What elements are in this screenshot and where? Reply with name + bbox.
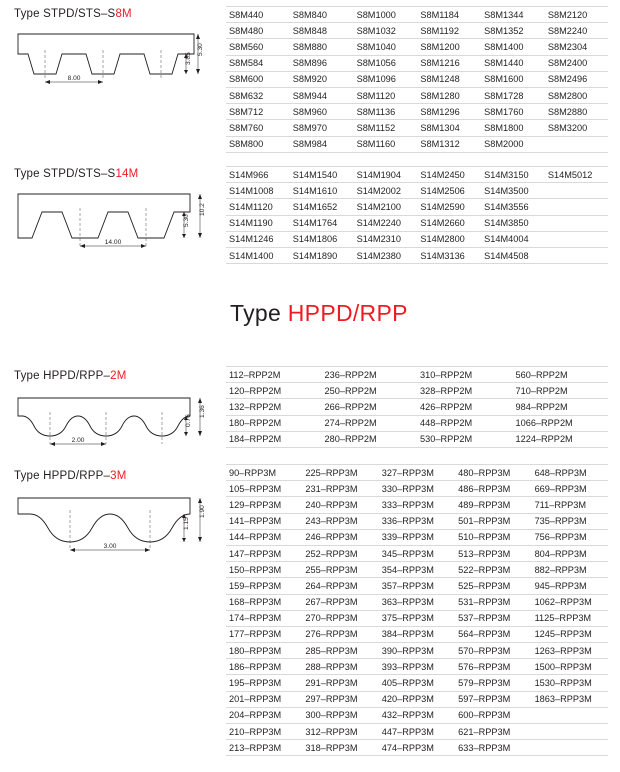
part-number-cell: S8M560	[226, 39, 290, 55]
part-number-cell: S8M2304	[545, 39, 608, 55]
part-number-cell: S14M3150	[481, 167, 545, 183]
dim-tooth-s14m: 5.30	[183, 214, 190, 227]
part-number-cell: S14M1890	[290, 247, 354, 263]
part-number-cell: 432–RPP3M	[379, 707, 455, 723]
part-number-cell: S14M4508	[481, 247, 545, 263]
part-number-cell: S8M848	[290, 23, 354, 39]
part-number-cell: S14M966	[226, 167, 290, 183]
part-number-cell: 1125–RPP3M	[532, 610, 608, 626]
profile-title-prefix: Type HPPD/RPP–	[14, 370, 111, 382]
part-number-cell: S8M896	[290, 55, 354, 71]
table-row	[226, 199, 608, 215]
part-number-cell: 579–RPP3M	[455, 675, 531, 691]
table-row	[226, 415, 608, 431]
part-number-cell: S8M440	[226, 7, 290, 23]
part-number-cell: S14M3136	[417, 247, 481, 263]
part-number-cell: 945–RPP3M	[532, 578, 608, 594]
part-number-cell: 489–RPP3M	[455, 497, 531, 513]
tooth-profile-drawing-s14m	[14, 186, 210, 254]
part-number-cell: S14M2380	[354, 247, 418, 263]
profile-title-prefix: Type HPPD/RPP–	[14, 470, 111, 482]
part-number-cell: 267–RPP3M	[302, 594, 378, 610]
part-number-cell: 274–RPP2M	[322, 415, 418, 431]
tooth-profile-drawing-rpp3m	[14, 488, 210, 556]
table-row	[226, 215, 608, 231]
part-number-cell: S14M1400	[226, 247, 290, 263]
part-number-cell: 330–RPP3M	[379, 481, 455, 497]
table-row	[226, 231, 608, 247]
table-row	[226, 399, 608, 415]
part-number-cell: S8M2120	[545, 7, 608, 23]
dim-pitch-rpp2m: 2.00	[71, 437, 85, 444]
table-body-rpp2m	[226, 367, 608, 448]
part-number-cell: 255–RPP3M	[302, 562, 378, 578]
table-row	[226, 659, 608, 675]
table-row	[226, 136, 608, 152]
dim-tooth-s8m: 3.05	[185, 52, 192, 65]
part-number-cell: 597–RPP3M	[455, 691, 531, 707]
part-number-cell: S14M1764	[290, 215, 354, 231]
part-number-cell: 264–RPP3M	[302, 578, 378, 594]
part-number-cell	[545, 231, 608, 247]
part-number-cell: S14M2002	[354, 183, 418, 199]
page-title-highlight: HPPD/RPP	[287, 300, 408, 326]
part-number-cell: 357–RPP3M	[379, 578, 455, 594]
part-number-cell: S8M1184	[417, 7, 481, 23]
part-number-cell: 525–RPP3M	[455, 578, 531, 594]
part-number-cell: 225–RPP3M	[302, 465, 378, 481]
table-row	[226, 513, 608, 529]
part-number-cell: S8M1248	[417, 71, 481, 87]
part-number-cell: S8M1344	[481, 7, 545, 23]
part-number-cell: S8M1216	[417, 55, 481, 71]
part-number-cell: S8M1760	[481, 104, 545, 120]
part-number-cell: 297–RPP3M	[302, 691, 378, 707]
part-number-cell: 560–RPP2M	[513, 367, 609, 383]
part-number-cell: 243–RPP3M	[302, 513, 378, 529]
part-number-cell: S8M960	[290, 104, 354, 120]
dim-pitch-s8m: 8.00	[67, 75, 81, 82]
part-number-cell	[545, 136, 608, 152]
part-number-cell: 186–RPP3M	[226, 659, 302, 675]
parts-table-s8m	[226, 6, 608, 153]
part-number-cell: 510–RPP3M	[455, 529, 531, 545]
table-rpp2m	[226, 366, 608, 448]
table-row	[226, 120, 608, 136]
part-number-cell: S14M1904	[354, 167, 418, 183]
part-number-cell: S8M970	[290, 120, 354, 136]
part-number-cell: 804–RPP3M	[532, 545, 608, 561]
table-row	[226, 183, 608, 199]
part-number-cell: S8M1400	[481, 39, 545, 55]
table-row	[226, 383, 608, 399]
part-number-cell: 984–RPP2M	[513, 399, 609, 415]
part-number-cell: 537–RPP3M	[455, 610, 531, 626]
part-number-cell: 393–RPP3M	[379, 659, 455, 675]
part-number-cell: 141–RPP3M	[226, 513, 302, 529]
part-number-cell: S14M1190	[226, 215, 290, 231]
part-number-cell: 291–RPP3M	[302, 675, 378, 691]
table-row	[226, 562, 608, 578]
part-number-cell: 1062–RPP3M	[532, 594, 608, 610]
dim-height-rpp3m: 1.90	[199, 505, 206, 518]
tooth-profile-drawing-s8m	[14, 26, 210, 88]
part-number-cell: 112–RPP2M	[226, 367, 322, 383]
profile-title-prefix: Type STPD/STS–S	[14, 8, 116, 20]
part-number-cell: 1500–RPP3M	[532, 659, 608, 675]
part-number-cell: 882–RPP3M	[532, 562, 608, 578]
part-number-cell: 600–RPP3M	[455, 707, 531, 723]
part-number-cell: S8M880	[290, 39, 354, 55]
part-number-cell	[532, 707, 608, 723]
table-row	[226, 481, 608, 497]
part-number-cell: S14M2590	[417, 199, 481, 215]
table-rpp3m	[226, 464, 608, 756]
part-number-cell: S8M1152	[354, 120, 418, 136]
table-row	[226, 610, 608, 626]
part-number-cell: S8M1056	[354, 55, 418, 71]
dim-pitch-rpp3m: 3.00	[103, 543, 117, 550]
table-row	[226, 740, 608, 756]
part-number-cell: S14M1246	[226, 231, 290, 247]
part-number-cell: 363–RPP3M	[379, 594, 455, 610]
part-number-cell: 513–RPP3M	[455, 545, 531, 561]
part-number-cell: 405–RPP3M	[379, 675, 455, 691]
part-number-cell: 310–RPP2M	[417, 367, 513, 383]
parts-table-rpp2m	[226, 366, 608, 448]
profile-title-rpp2m	[14, 370, 210, 382]
part-number-cell: S8M760	[226, 120, 290, 136]
part-number-cell: 354–RPP3M	[379, 562, 455, 578]
part-number-cell: 375–RPP3M	[379, 610, 455, 626]
part-number-cell: S8M632	[226, 87, 290, 103]
table-row	[226, 643, 608, 659]
part-number-cell: S8M920	[290, 71, 354, 87]
part-number-cell: 1245–RPP3M	[532, 626, 608, 642]
profile-title-prefix: Type STPD/STS–S	[14, 168, 116, 180]
page-title-prefix: Type	[230, 300, 288, 326]
part-number-cell: 210–RPP3M	[226, 724, 302, 740]
table-s14m	[226, 166, 608, 264]
table-s8m	[226, 6, 608, 153]
part-number-cell: S14M2506	[417, 183, 481, 199]
part-number-cell: S8M984	[290, 136, 354, 152]
part-number-cell: S8M584	[226, 55, 290, 71]
part-number-cell: S8M1000	[354, 7, 418, 23]
part-number-cell: S8M2400	[545, 55, 608, 71]
part-number-cell: 564–RPP3M	[455, 626, 531, 642]
parts-table-s14m	[226, 166, 608, 264]
page-title-hppd-rpp	[230, 300, 408, 327]
part-number-cell: 204–RPP3M	[226, 707, 302, 723]
part-number-cell: 201–RPP3M	[226, 691, 302, 707]
table-row	[226, 7, 608, 23]
part-number-cell: 195–RPP3M	[226, 675, 302, 691]
table-row	[226, 594, 608, 610]
profile-title-s14m	[14, 168, 210, 180]
part-number-cell: S14M1610	[290, 183, 354, 199]
part-number-cell: S8M480	[226, 23, 290, 39]
part-number-cell: 570–RPP3M	[455, 643, 531, 659]
part-number-cell	[545, 247, 608, 263]
part-number-cell: 1530–RPP3M	[532, 675, 608, 691]
part-number-cell: S14M1652	[290, 199, 354, 215]
part-number-cell	[532, 740, 608, 756]
part-number-cell: 339–RPP3M	[379, 529, 455, 545]
part-number-cell: 177–RPP3M	[226, 626, 302, 642]
part-number-cell: 501–RPP3M	[455, 513, 531, 529]
part-number-cell: S14M2800	[417, 231, 481, 247]
part-number-cell: 159–RPP3M	[226, 578, 302, 594]
part-number-cell: S8M2800	[545, 87, 608, 103]
part-number-cell: 174–RPP3M	[226, 610, 302, 626]
part-number-cell: S14M2100	[354, 199, 418, 215]
part-number-cell: 312–RPP3M	[302, 724, 378, 740]
part-number-cell: S8M3200	[545, 120, 608, 136]
part-number-cell: 1263–RPP3M	[532, 643, 608, 659]
part-number-cell: S8M800	[226, 136, 290, 152]
part-number-cell: 390–RPP3M	[379, 643, 455, 659]
part-number-cell: 147–RPP3M	[226, 545, 302, 561]
part-number-cell: 280–RPP2M	[322, 431, 418, 447]
table-row	[226, 675, 608, 691]
table-row	[226, 691, 608, 707]
part-number-cell: 420–RPP3M	[379, 691, 455, 707]
part-number-cell: 120–RPP2M	[226, 383, 322, 399]
part-number-cell: S14M5012	[545, 167, 608, 183]
parts-table-rpp3m	[226, 464, 608, 756]
part-number-cell: S8M1600	[481, 71, 545, 87]
table-row	[226, 578, 608, 594]
part-number-cell: 621–RPP3M	[455, 724, 531, 740]
part-number-cell: 531–RPP3M	[455, 594, 531, 610]
part-number-cell: 213–RPP3M	[226, 740, 302, 756]
part-number-cell: 327–RPP3M	[379, 465, 455, 481]
part-number-cell: 345–RPP3M	[379, 545, 455, 561]
part-number-cell: 426–RPP2M	[417, 399, 513, 415]
dim-tooth-rpp3m: 1.15	[183, 517, 190, 530]
part-number-cell: 711–RPP3M	[532, 497, 608, 513]
part-number-cell: 129–RPP3M	[226, 497, 302, 513]
part-number-cell: 184–RPP2M	[226, 431, 322, 447]
part-number-cell: S14M3556	[481, 199, 545, 215]
part-number-cell: 318–RPP3M	[302, 740, 378, 756]
table-row	[226, 431, 608, 447]
part-number-cell: S8M1352	[481, 23, 545, 39]
profile-block-s14m	[14, 168, 210, 254]
part-number-cell: 90–RPP3M	[226, 465, 302, 481]
part-number-cell: S8M1040	[354, 39, 418, 55]
table-row	[226, 167, 608, 183]
part-number-cell: 576–RPP3M	[455, 659, 531, 675]
table-row	[226, 497, 608, 513]
part-number-cell: S14M1806	[290, 231, 354, 247]
part-number-cell: 231–RPP3M	[302, 481, 378, 497]
part-number-cell: 1224–RPP2M	[513, 431, 609, 447]
part-number-cell: 669–RPP3M	[532, 481, 608, 497]
part-number-cell: S14M2450	[417, 167, 481, 183]
part-number-cell: 756–RPP3M	[532, 529, 608, 545]
table-row	[226, 247, 608, 263]
part-number-cell: S8M2496	[545, 71, 608, 87]
profile-title-suffix: 2M	[110, 370, 127, 382]
part-number-cell: 276–RPP3M	[302, 626, 378, 642]
part-number-cell: 474–RPP3M	[379, 740, 455, 756]
part-number-cell: 328–RPP2M	[417, 383, 513, 399]
part-number-cell: S14M1540	[290, 167, 354, 183]
part-number-cell: S8M1304	[417, 120, 481, 136]
table-row	[226, 55, 608, 71]
part-number-cell: 480–RPP3M	[455, 465, 531, 481]
profile-title-suffix: 14M	[115, 168, 139, 180]
part-number-cell: 333–RPP3M	[379, 497, 455, 513]
table-row	[226, 367, 608, 383]
part-number-cell: S8M2240	[545, 23, 608, 39]
part-number-cell: 168–RPP3M	[226, 594, 302, 610]
part-number-cell: 266–RPP2M	[322, 399, 418, 415]
profile-block-rpp2m	[14, 370, 210, 450]
part-number-cell: S8M1440	[481, 55, 545, 71]
table-row	[226, 545, 608, 561]
part-number-cell: S8M2000	[481, 136, 545, 152]
part-number-cell: S8M1192	[417, 23, 481, 39]
part-number-cell	[545, 183, 608, 199]
table-row	[226, 23, 608, 39]
table-row	[226, 39, 608, 55]
part-number-cell: 300–RPP3M	[302, 707, 378, 723]
profile-block-rpp3m	[14, 470, 210, 556]
part-number-cell: 236–RPP2M	[322, 367, 418, 383]
part-number-cell: 384–RPP3M	[379, 626, 455, 642]
part-number-cell: S8M1032	[354, 23, 418, 39]
part-number-cell: 252–RPP3M	[302, 545, 378, 561]
part-number-cell: 1066–RPP2M	[513, 415, 609, 431]
table-row	[226, 626, 608, 642]
table-row	[226, 707, 608, 723]
dim-tooth-rpp2m: 0.76	[185, 414, 192, 427]
part-number-cell: 522–RPP3M	[455, 562, 531, 578]
profile-title-rpp3m	[14, 470, 210, 482]
dim-pitch-s14m: 14.00	[104, 239, 122, 246]
part-number-cell: S14M3850	[481, 215, 545, 231]
part-number-cell: 448–RPP2M	[417, 415, 513, 431]
part-number-cell: S8M1120	[354, 87, 418, 103]
dim-height-s14m: 10.2	[199, 203, 206, 216]
part-number-cell: S8M1296	[417, 104, 481, 120]
profile-block-s8m	[14, 8, 210, 88]
part-number-cell: 285–RPP3M	[302, 643, 378, 659]
part-number-cell	[532, 724, 608, 740]
part-number-cell: S14M3500	[481, 183, 545, 199]
part-number-cell: 132–RPP2M	[226, 399, 322, 415]
table-body-s14m	[226, 167, 608, 264]
part-number-cell: 447–RPP3M	[379, 724, 455, 740]
table-body-rpp3m	[226, 465, 608, 756]
part-number-cell: S14M2310	[354, 231, 418, 247]
part-number-cell: S14M1120	[226, 199, 290, 215]
part-number-cell: S14M4004	[481, 231, 545, 247]
profile-title-s8m	[14, 8, 210, 20]
part-number-cell: 270–RPP3M	[302, 610, 378, 626]
part-number-cell: 240–RPP3M	[302, 497, 378, 513]
dim-height-rpp2m: 1.36	[199, 405, 206, 418]
table-row	[226, 529, 608, 545]
table-row	[226, 724, 608, 740]
part-number-cell: 288–RPP3M	[302, 659, 378, 675]
part-number-cell: S14M2660	[417, 215, 481, 231]
part-number-cell: S8M1728	[481, 87, 545, 103]
part-number-cell: 250–RPP2M	[322, 383, 418, 399]
tooth-profile-drawing-rpp2m	[14, 388, 210, 450]
table-row	[226, 465, 608, 481]
part-number-cell: 150–RPP3M	[226, 562, 302, 578]
part-number-cell: S8M944	[290, 87, 354, 103]
part-number-cell: 336–RPP3M	[379, 513, 455, 529]
part-number-cell: S8M1136	[354, 104, 418, 120]
part-number-cell: 648–RPP3M	[532, 465, 608, 481]
part-number-cell: 486–RPP3M	[455, 481, 531, 497]
part-number-cell: S8M1280	[417, 87, 481, 103]
part-number-cell: S8M600	[226, 71, 290, 87]
part-number-cell: S8M712	[226, 104, 290, 120]
part-number-cell: S8M1800	[481, 120, 545, 136]
part-number-cell: 180–RPP2M	[226, 415, 322, 431]
part-number-cell: S8M1312	[417, 136, 481, 152]
part-number-cell: S8M2880	[545, 104, 608, 120]
dim-height-s8m: 5.30	[197, 43, 204, 56]
table-row	[226, 104, 608, 120]
part-number-cell: S14M2240	[354, 215, 418, 231]
part-number-cell: 530–RPP2M	[417, 431, 513, 447]
profile-title-suffix: 8M	[115, 8, 132, 20]
part-number-cell: S14M1008	[226, 183, 290, 199]
part-number-cell: S8M840	[290, 7, 354, 23]
table-row	[226, 87, 608, 103]
part-number-cell: 246–RPP3M	[302, 529, 378, 545]
part-number-cell: 735–RPP3M	[532, 513, 608, 529]
part-number-cell: 633–RPP3M	[455, 740, 531, 756]
part-number-cell: 710–RPP2M	[513, 383, 609, 399]
part-number-cell: S8M1160	[354, 136, 418, 152]
part-number-cell: 1863–RPP3M	[532, 691, 608, 707]
part-number-cell	[545, 215, 608, 231]
part-number-cell: 144–RPP3M	[226, 529, 302, 545]
table-row	[226, 71, 608, 87]
part-number-cell: S8M1096	[354, 71, 418, 87]
table-body-s8m	[226, 7, 608, 153]
part-number-cell	[545, 199, 608, 215]
profile-title-suffix: 3M	[110, 470, 127, 482]
part-number-cell: 105–RPP3M	[226, 481, 302, 497]
part-number-cell: 180–RPP3M	[226, 643, 302, 659]
part-number-cell: S8M1200	[417, 39, 481, 55]
